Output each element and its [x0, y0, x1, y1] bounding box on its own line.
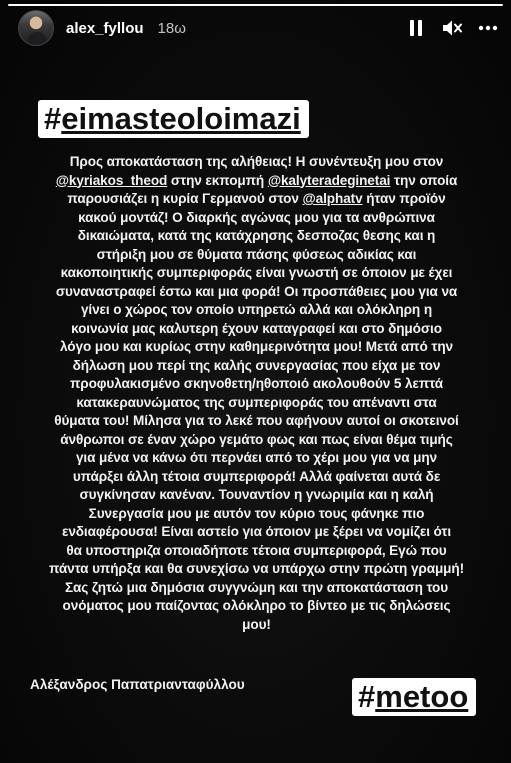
text-line [12, 283, 501, 302]
text-segment: κοινωνία μας καλυτερη έχουν καταγραφεί και στο δημόσιο [71, 320, 442, 336]
text-segment: Σας ζητώ μια δημόσια συγγνώμη και την αποκατάσταση του [64, 579, 449, 595]
hashtag-sticker-bottom[interactable] [352, 678, 476, 716]
text-segment: υπάρξει άλλη τέτοια συμπεριφορά! Αλλά φαίνεται αυτά δε [72, 468, 441, 484]
story-progress-fill [8, 4, 503, 6]
text-line [12, 412, 501, 431]
text-line [12, 227, 501, 246]
text-segment: ήταν προϊόν [362, 191, 446, 206]
text-segment: στην εκπομπή [167, 172, 268, 188]
text-line [12, 357, 501, 376]
text-line [12, 542, 501, 561]
text-segment: ονόματος μου παίζοντας ολόκληρο το βίντεο με τις δηλώσεις [62, 598, 451, 613]
hashtag-text: metoo [375, 679, 469, 714]
text-segment: ενδιαφέρουσα! Είναι αστείο για όποιον με ξέρει να νομίζει ότι [61, 524, 452, 539]
text-segment: λόγο μου και κυρίως στην καθημερινότητα μου! Μετά από την [60, 339, 453, 354]
text-segment: στήριξη μου σε θύματα πάσης φύσεως αδικίας και [96, 246, 417, 262]
mention-link[interactable]: @alphatv [302, 191, 363, 206]
text-segment: συγκίνησαν κανέναν. Τουναντίον η γνωριμία και η καλή [79, 487, 434, 502]
text-line [12, 320, 501, 339]
text-segment: κακού μοντάζ! Ο διαρκής αγώνας μου για τα ανθρώπινα [78, 209, 435, 225]
text-segment: Προς αποκατάσταση της αλήθειας! Η συνέντευξη μου στον [69, 154, 444, 169]
text-segment: Συνεργασία μου με αυτόν τον κύριο τους φάνηκε πιο [88, 505, 425, 521]
text-line [12, 505, 501, 524]
text-segment: συναναστραφεί έστω και μια φορά! Οι προσπάθειες μου για να [55, 283, 458, 299]
text-line [12, 338, 501, 357]
text-line [12, 616, 501, 635]
text-line [12, 172, 501, 191]
text-segment: παρουσιάζει η κυρία Γερμανού στον [67, 191, 303, 206]
text-segment: την οποία [390, 172, 458, 188]
text-line [12, 560, 501, 579]
text-line [12, 153, 501, 172]
hashtag-sticker-top[interactable] [38, 100, 309, 138]
text-segment: γίνει ο χώρος τον οποίο υπηρετώ αλλά και ολόκληρη η [80, 302, 433, 317]
text-line [12, 375, 501, 394]
username[interactable]: alex_fyllou [66, 19, 144, 37]
hashtag-text: eimasteoloimazi [61, 101, 301, 136]
text-line [12, 486, 501, 505]
text-segment: προφυλακισμένο σκηνοθετη/ηθοποιό ακολουθούν 5 λεπτά [69, 376, 443, 391]
text-line [12, 301, 501, 320]
text-segment: κακοποιητικής συμπεριφοράς είναι γνωστή σε όποιον με έχει [60, 265, 453, 280]
text-segment: άνθρωποι σε έναν χώρο γεμάτο φως και πως είναι θέμα τιμής [60, 431, 453, 447]
text-line [12, 209, 501, 228]
text-line [12, 246, 501, 265]
story-progress-bar [8, 4, 503, 6]
text-line [12, 523, 501, 542]
text-segment: κατακεραυνώματος της συμπεριφοράς του απέναντι στα [76, 394, 437, 410]
text-line [12, 597, 501, 616]
text-line [12, 579, 501, 598]
text-segment: για μένα να κάνω ότι περνάει από το χέρι μου για να μην [75, 450, 438, 465]
hashtag-symbol: # [44, 101, 62, 136]
text-line [12, 449, 501, 468]
text-segment: δήλωση μου περί της καλής συνεργασίας που είχα με τον [72, 357, 441, 373]
story-header [0, 10, 511, 46]
story-controls [393, 10, 501, 46]
story-statement-text [12, 153, 501, 634]
hashtag-symbol: # [358, 679, 376, 714]
text-segment: θύματα του! Μίλησα για το λεκέ που αφήνουν αυτοί οι σκοτεινοί [54, 413, 459, 428]
text-segment: μου! [242, 616, 271, 632]
text-line [12, 394, 501, 413]
text-line [12, 468, 501, 487]
mention-link[interactable]: @kalyteradeginetai [267, 172, 391, 188]
text-line [12, 431, 501, 450]
mention-link[interactable]: @kyriakos_theod [55, 172, 168, 188]
post-time: 18ω [157, 19, 186, 37]
pause-icon[interactable] [403, 15, 429, 41]
text-line [12, 190, 501, 209]
signature: Αλέξανδρος Παπατριανταφύλλου [30, 677, 245, 692]
more-dots-icon[interactable] [475, 15, 501, 41]
text-segment: θα υποστηριζα οποιαδήποτε τέτοια συμπεριφορά, Εγώ που [66, 542, 447, 558]
text-segment: δικαιώματα, κατά της κατάχρησης δεσποζας θεσης και η [77, 228, 436, 243]
text-segment: πάντα υπήρξα και θα συνεχίσω να υπάρχω στην πρώτη γραμμή! [48, 561, 465, 576]
text-line [12, 264, 501, 283]
avatar[interactable] [18, 10, 54, 46]
speaker-muted-icon[interactable] [439, 15, 465, 41]
